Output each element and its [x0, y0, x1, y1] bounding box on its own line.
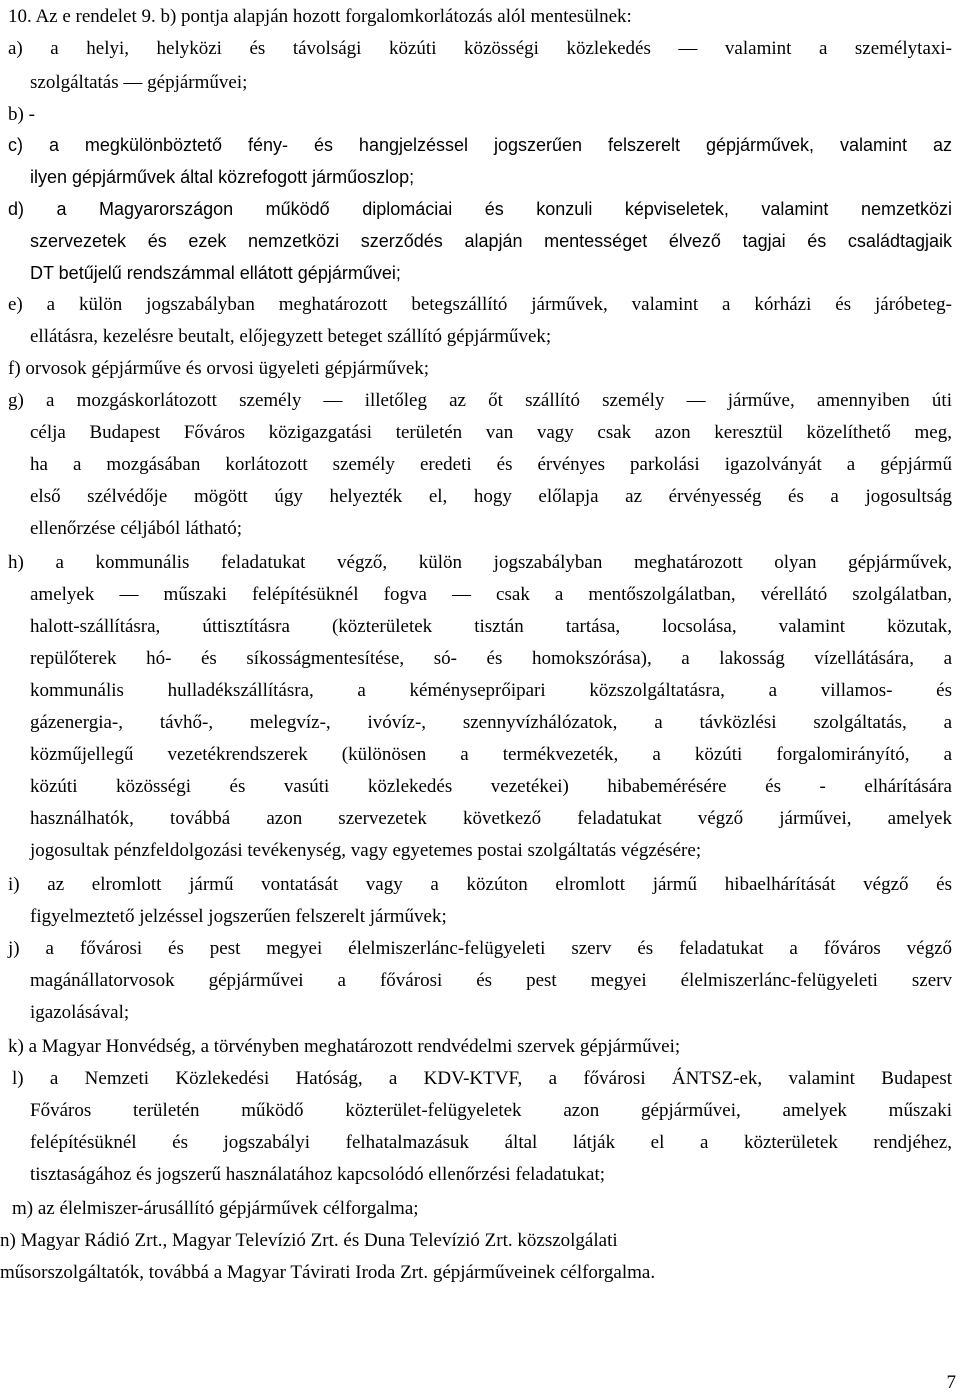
list-item-h-cont: repülőterek hó- és síkosságmentesítése, só- és homokszórása), a lakosság vízellátására, a [30, 648, 952, 669]
list-item-h-cont: használhatók, továbbá azon szervezetek következő feladatukat végző járművei, amelyek [30, 808, 952, 829]
list-item-l-cont: felépítésüknél és jogszabályi felhatalmazásuk által látják el a közterületek rendjéhez, [30, 1132, 952, 1153]
list-item-h-cont: jogosultak pénzfeldolgozási tevékenység, vagy egyetemes postai szolgáltatás végzésére; [30, 840, 702, 861]
list-item-e-cont: ellátásra, kezelésre beutalt, előjegyzett beteget szállító gépjárművek; [30, 326, 552, 347]
list-item-l-cont: tisztaságához és jogszerű használatához kapcsolódó ellenőrzési feladatukat; [30, 1164, 606, 1185]
list-item-e: e) a külön jogszabályban meghatározott betegszállító járművek, valamint a kórházi és járóbeteg- [8, 294, 952, 315]
list-item-a-cont: szolgáltatás — gépjárművei; [30, 72, 248, 93]
list-item-j: j) a fővárosi és pest megyei élelmiszerlánc-felügyeleti szerv és feladatukat a főváros végző [8, 938, 952, 959]
list-item-n: n) Magyar Rádió Zrt., Magyar Televízió Zrt. és Duna Televízió Zrt. közszolgálati [0, 1230, 618, 1251]
list-item-h-cont: halott-szállításra, úttisztításra (közterületek tisztán tartása, locsolása, valamint közutak, [30, 616, 952, 637]
list-item-j-cont: magánállatorvosok gépjárművei a fővárosi és pest megyei élelmiszerlánc-felügyeleti szerv [30, 970, 952, 991]
list-item-g-cont: első szélvédője mögött úgy helyezték el, hogy előlapja az érvényesség és a jogosultság [30, 486, 952, 507]
list-item-g-cont: célja Budapest Főváros közigazgatási területén van vagy csak azon keresztül közelíthető meg, [30, 422, 952, 443]
list-item-c-cont: ilyen gépjárművek által közrefogott járműoszlop; [30, 167, 415, 187]
list-item-n-cont: műsorszolgáltatók, továbbá a Magyar Távirati Iroda Zrt. gépjárműveinek célforgalma. [0, 1262, 656, 1283]
list-item-g: g) a mozgáskorlátozott személy — illetőleg az őt szállító személy — járműve, amennyiben úti [8, 390, 952, 411]
list-item-l-cont: Főváros területén működő közterület-felügyeletek azon gépjárművei, amelyek műszaki [30, 1100, 952, 1121]
list-item-a: a) a helyi, helyközi és távolsági közúti közösségi közlekedés — valamint a személytaxi- [8, 38, 952, 59]
list-item-l: l) a Nemzeti Közlekedési Hatóság, a KDV-KTVF, a fővárosi ÁNTSZ-ek, valamint Budapest [12, 1068, 952, 1089]
list-item-g-cont: ha a mozgásában korlátozott személy eredeti és érvényes parkolási igazolványát a gépjármű [30, 454, 952, 475]
list-item-h-cont: közúti közösségi és vasúti közlekedés vezetékei) hibabemérésére és - elhárítására [30, 776, 952, 797]
list-item-j-cont: igazolásával; [30, 1002, 130, 1023]
list-item-h-cont: közműjellegű vezetékrendszerek (különösen a termékvezeték, a közúti forgalomirányító, a [30, 744, 952, 765]
list-item-d: d) a Magyarországon működő diplomáciai és konzuli képviseletek, valamint nemzetközi [8, 199, 952, 219]
section-heading: 10. Az e rendelet 9. b) pontja alapján hozott forgalomkorlátozás alól mentesülnek: [8, 6, 632, 27]
list-item-c: c) a megkülönböztető fény- és hangjelzéssel jogszerűen felszerelt gépjárművek, valamint az [8, 135, 952, 155]
list-item-h-cont: amelyek — műszaki felépítésüknél fogva — csak a mentőszolgálatban, vérellátó szolgálatban, [30, 584, 952, 605]
list-item-f: f) orvosok gépjárműve és orvosi ügyeleti gépjárművek; [8, 358, 430, 379]
list-item-k: k) a Magyar Honvédség, a törvényben meghatározott rendvédelmi szervek gépjárművei; [8, 1036, 681, 1057]
list-item-d-cont: szervezetek és ezek nemzetközi szerződés alapján mentességet élvező tagjai és családtagjaik [30, 231, 952, 251]
list-item-i: i) az elromlott jármű vontatását vagy a közúton elromlott jármű hibaelhárítását végző és [8, 874, 952, 895]
list-item-h: h) a kommunális feladatukat végző, külön jogszabályban meghatározott olyan gépjárművek, [8, 552, 952, 573]
list-item-h-cont: kommunális hulladékszállításra, a kéményseprőipari közszolgáltatásra, a villamos- és [30, 680, 952, 701]
list-item-h-cont: gázenergia-, távhő-, melegvíz-, ivóvíz-, szennyvízhálózatok, a távközlési szolgáltatás, a [30, 712, 952, 733]
list-item-m: m) az élelmiszer-árusállító gépjárművek célforgalma; [12, 1198, 419, 1219]
page-number: 7 [946, 1372, 956, 1393]
list-item-g-cont: ellenőrzése céljából látható; [30, 518, 243, 539]
list-item-b: b) - [8, 104, 35, 125]
list-item-i-cont: figyelmeztető jelzéssel jogszerűen felszerelt járművek; [30, 906, 447, 927]
list-item-d-cont: DT betűjelű rendszámmal ellátott gépjárművei; [30, 263, 401, 283]
